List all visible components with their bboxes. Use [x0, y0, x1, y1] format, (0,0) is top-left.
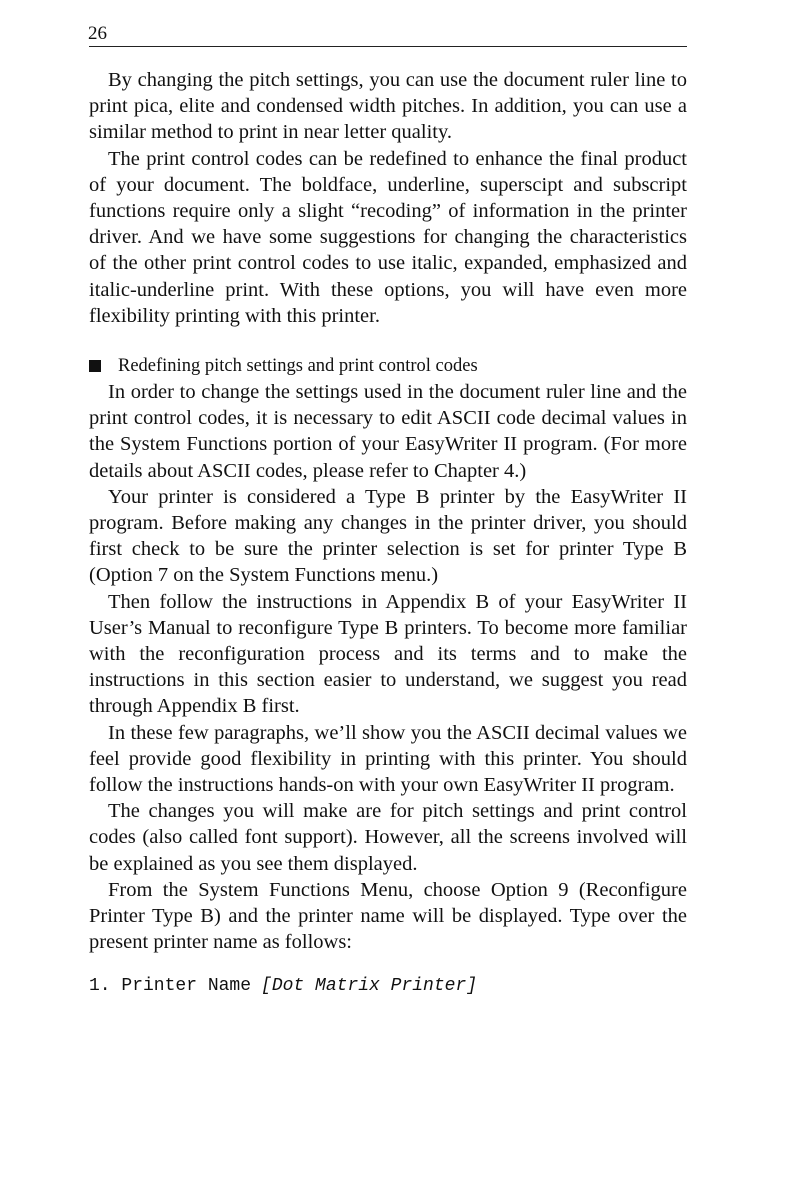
section-paragraph: From the System Functions Menu, choose Option 9 (Reconfigure Printer Type B) and the printer name will be displayed. Type over the present printer name as follows:: [89, 878, 687, 954]
section-heading-text: Redefining pitch settings and print control codes: [118, 356, 478, 377]
body-paragraph: The print control codes can be redefined to enhance the final product of your document. The boldface, underline, superscipt and subscript functions require only a slight “recoding” of information in the printer driver. And we have some suggestions for changing the characteristics of the other print control codes to use italic, expanded, emphasized and italic-underline print. With these options, you will have even more flexibility printing with this printer.: [89, 147, 687, 327]
section-paragraph: Then follow the instructions in Appendix B of your EasyWriter II User’s Manual to reconfigure Type B printers. To become more familiar with the reconfiguration process and its terms and to make the instructions in this section easier to understand, we suggest you read through Appendix B first.: [89, 590, 687, 718]
section-heading: [89, 353, 687, 379]
section-paragraph: The changes you will make are for pitch settings and print control codes (also called font support). However, all the screens involved will be explained as you see them displayed.: [89, 800, 687, 875]
section-paragraph: In order to change the settings used in the document ruler line and the print control codes, it is necessary to edit ASCII code decimal values in the System Functions portion of your EasyWriter II program. (For more details about ASCII codes, please refer to Chapter 4.): [89, 381, 687, 482]
document-page: [89, 22, 687, 999]
page-header: [89, 22, 687, 47]
page-number: 26: [88, 23, 107, 44]
square-bullet-icon: [89, 360, 101, 372]
section-paragraph: In these few paragraphs, we’ll show you the ASCII decimal values we feel provide good flexibility in printing with this printer. You should follow the instructions hands-on with your own EasyWriter II program.: [89, 721, 687, 797]
section-paragraph: Your printer is considered a Type B printer by the EasyWriter II program. Before making any changes in the printer driver, you should first check to be sure the printer selection is set for printer Type B (Option 7 on the System Functions menu.): [89, 485, 687, 587]
code-label: 1. Printer Name: [89, 975, 252, 996]
code-example: [89, 973, 687, 999]
code-value: [Dot Matrix Printer]: [261, 975, 478, 996]
body-paragraph: By changing the pitch settings, you can use the document ruler line to print pica, elite and condensed width pitches. In addition, you can use a similar method to print in near letter quality.: [89, 69, 687, 144]
